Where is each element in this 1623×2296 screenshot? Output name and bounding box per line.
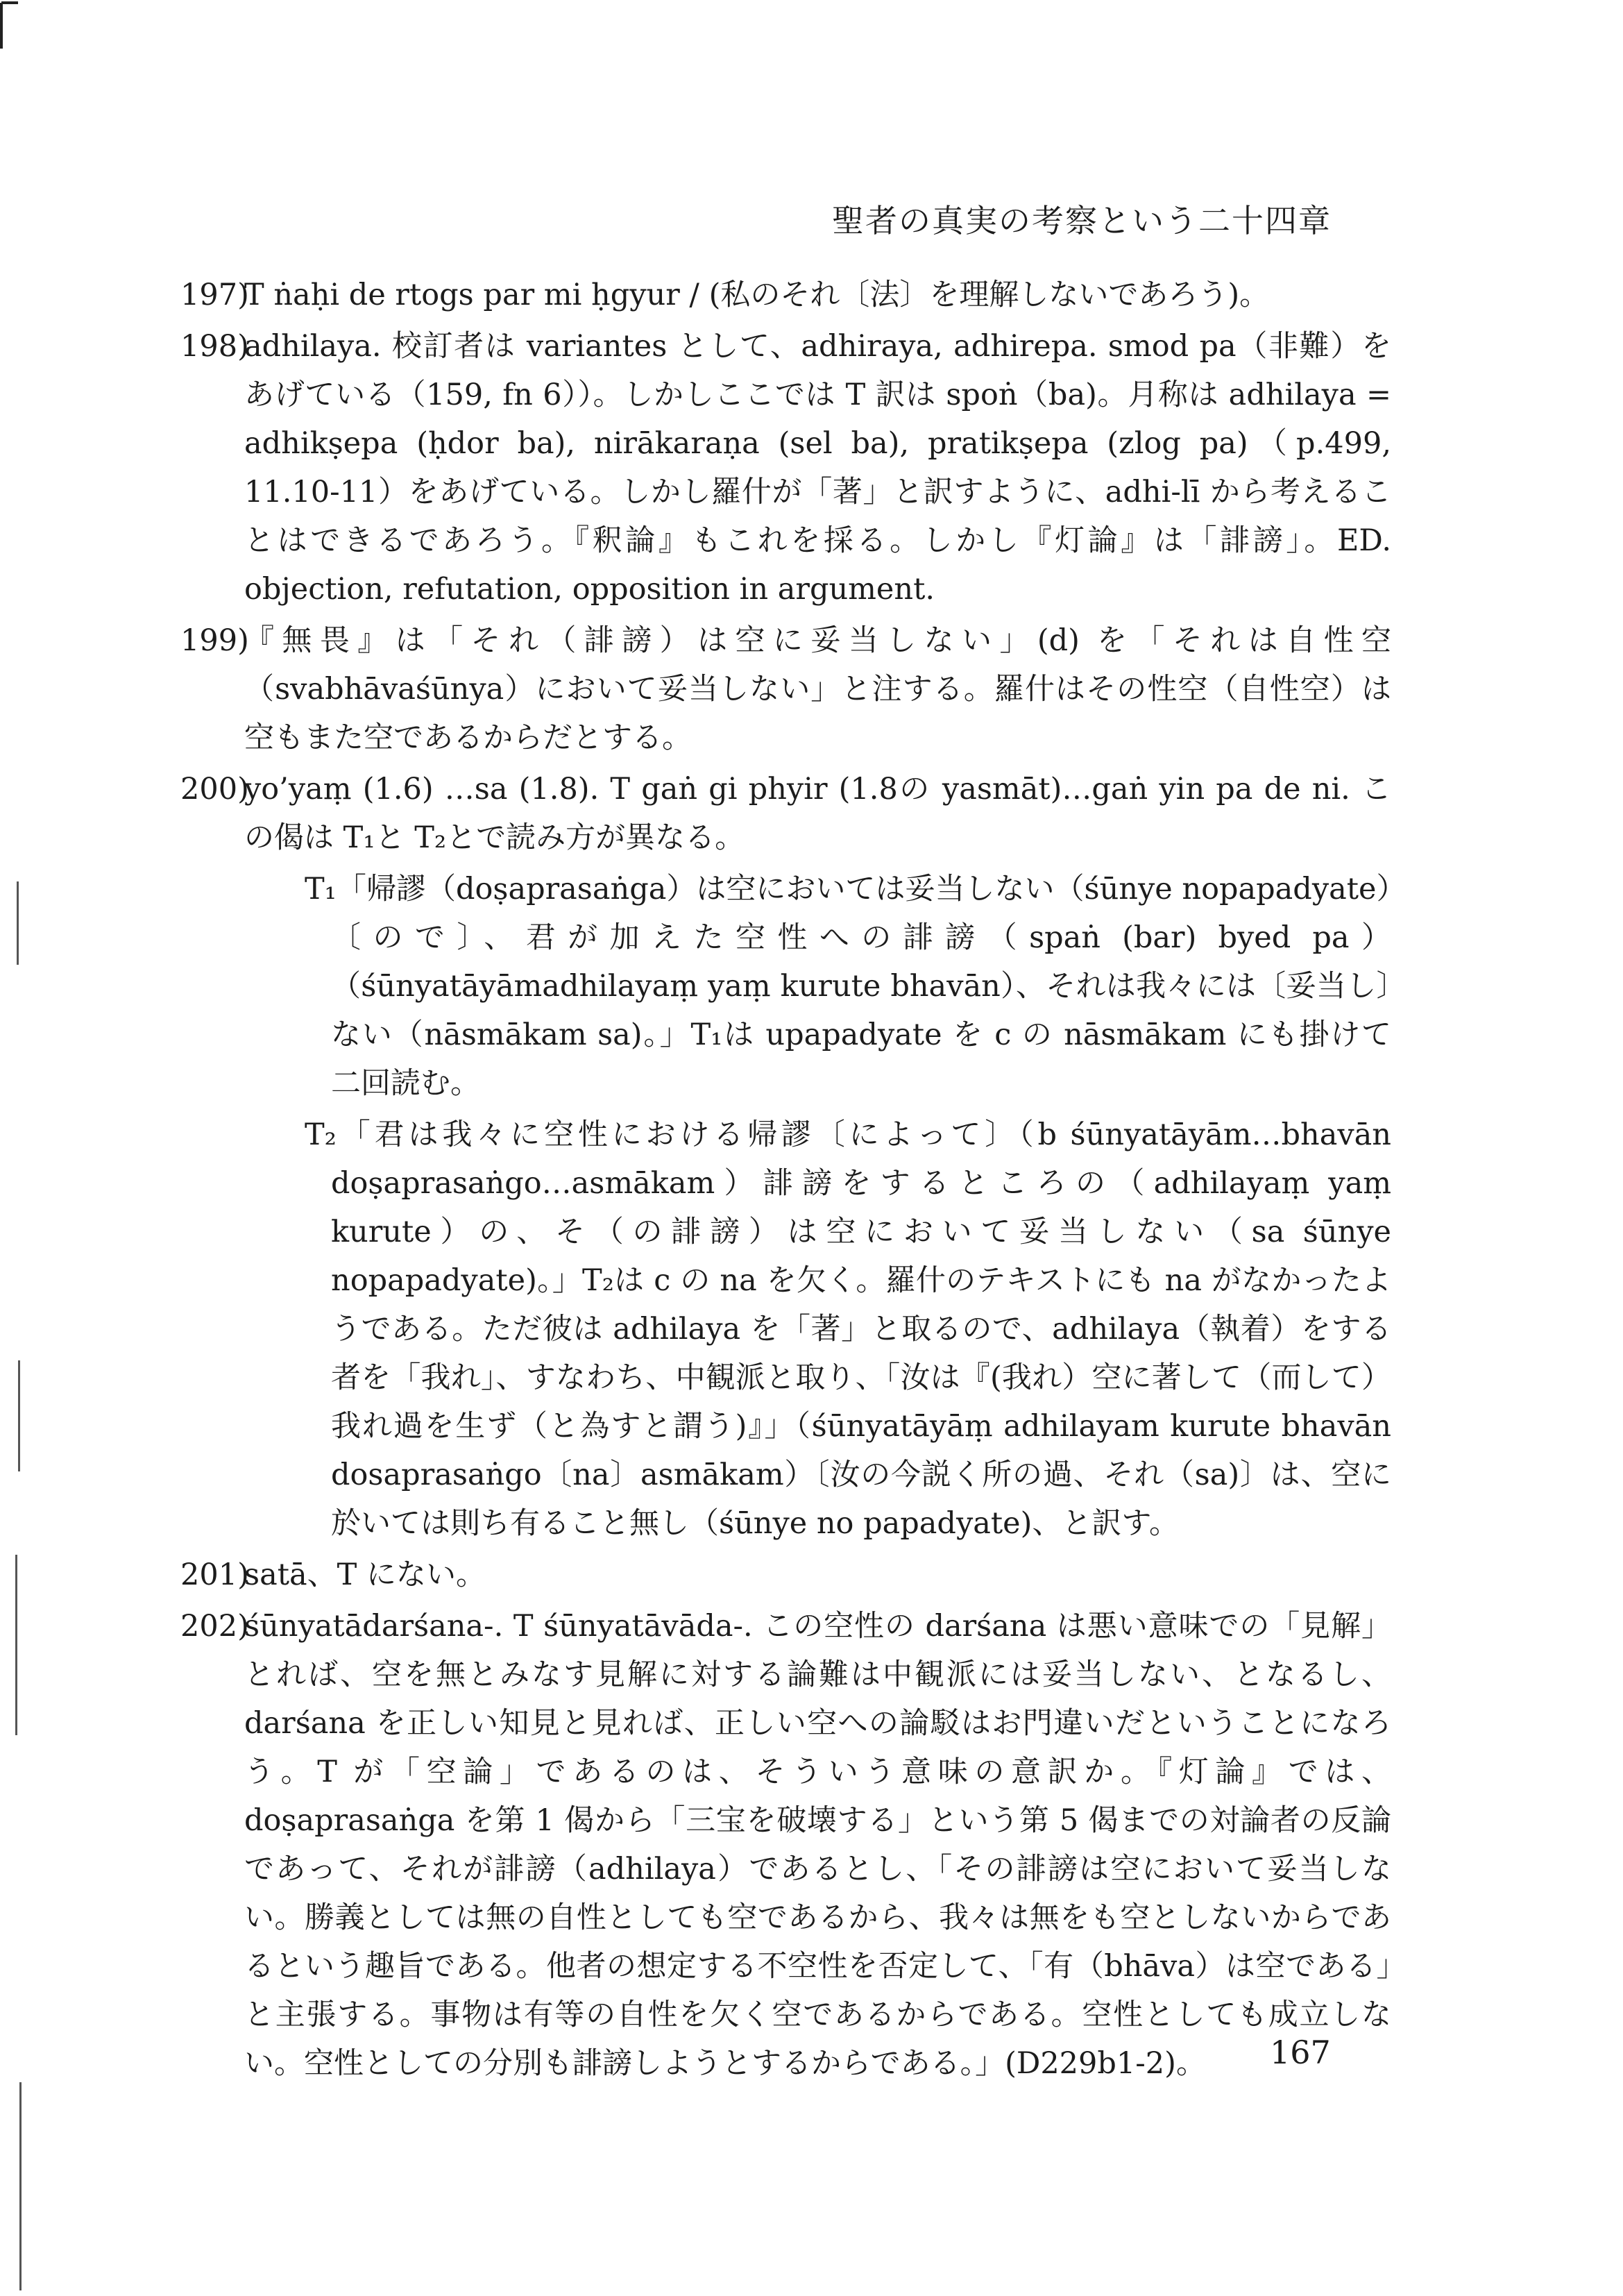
note [180,616,1391,762]
margin-line [17,881,19,965]
note-text: 『無畏』は「それ（誹謗）は空に妥当しない」(d) を「それは自性空（svabhāvaśūnya）において妥当しない」と注する。羅什はその性空（自性空）は空もまた空であるからだとする。 [244,623,1391,755]
note-number: 199) [180,623,249,658]
sub-note-text: 「君は我々に空性における帰謬〔によって〕（b śūnyatāyām…bhavān doṣaprasaṅgo…asmākam）誹謗をするところの（adhilayaṃ yaṃ kurute）の、そ（の誹謗）は空において妥当しない（sa śūnye nopapadyate)。」T₂は c の na を欠く。羅什のテキストにも na がなかったようである。ただ彼は adhilaya を「著」と取るので、adhilaya（執着）をする者を「我れ」、すなわち、中観派と取り、「汝は『(我れ）空に著して（而して）我れ過を生ず（と為すと謂う)』」（śūnyatāyāṃ adhilayam kurute bhavān dosaprasaṅgo〔na〕asmākam）〔汝の今説く所の過、それ（sa)〕は、空に於いては則ち有ること無し（śūnye no papadyate)、と訳す。 [331,1117,1391,1541]
running-head: 聖者の真実の考察という二十四章 [832,202,1332,239]
sub-note [244,865,1391,1108]
margin-line [19,2082,22,2290]
note-text: yo’yaṃ (1.6) …sa (1.8). T gaṅ gi phyir (1.8の yasmāt)…gaṅ yin pa de ni. この偈は T₁と T₂とで読み方が異なる。 [244,772,1391,855]
sub-note-text: 「帰謬（doṣaprasaṅga）は空においては妥当しない（śūnye nopapadyate）〔ので〕、君が加えた空性への誹謗（spaṅ (bar) byed pa）（śūnyatāyāmadhilayaṃ yaṃ kurute bhavān）、それは我々には〔妥当し〕ない（nāsmākam sa)。」T₁は upapadyate を c の nāsmākam にも掛けて二回読む。 [331,872,1391,1101]
note-number: 198) [180,329,249,364]
note-number: 201) [180,1558,249,1592]
note [180,765,1391,862]
notes-section [180,271,1391,2091]
note [180,1551,1391,1599]
note-number: 200) [180,772,249,807]
sub-note [244,1111,1391,1548]
note-text: T ṅaḥi de rtogs par mi ḥgyur / (私のそれ〔法〕を理解しないであろう)。 [244,278,1270,312]
note-number: 202) [180,1609,249,1644]
note-text: adhilaya. 校訂者は variantes として、adhiraya, adhirepa. smod pa（非難）をあげている（159, fn 6））。しかしここでは T 訳は spoṅ（ba)。月称は adhilaya = adhikṣepa (ḥdor ba), nirākaraṇa (sel ba), pratikṣepa (zlog pa)（p.499, 11.10-11）をあげている。しかし羅什が「著」と訳すように、adhi-lī から考えることはできるであろう。『釈論』もこれを採る。しかし『灯論』は「誹謗」。ED. objection, refutation, opposition in argument. [244,329,1391,607]
page-number: 167 [1270,2034,1331,2071]
note [180,271,1391,319]
sub-note-label: T₁ [305,872,337,906]
note [180,1602,1391,2088]
margin-line [15,1555,17,1735]
crop-mark [0,0,28,56]
note-number: 197) [180,278,249,312]
margin-line [18,1360,20,1471]
note [180,322,1391,614]
note-text: śūnyatādarśana-. T śūnyatāvāda-. この空性の darśana は悪い意味での「見解」とれば、空を無とみなす見解に対する論難は中観派には妥当しない、となるし、darśana を正しい知見と見れば、正しい空への論駁はお門違いだということになろう。T が「空論」であるのは、そういう意味の意訳か。『灯論』では、doṣaprasaṅga を第 1 偈から「三宝を破壊する」という第 5 偈までの対論者の反論であって、それが誹謗（adhilaya）であるとし、「その誹謗は空において妥当しない。勝義としては無の自性としても空であるから、我々は無をも空としないからであるという趣旨である。他者の想定する不空性を否定して、「有（bhāva）は空である」と主張する。事物は有等の自性を欠く空であるからである。空性としても成立しない。空性としての分別も誹謗しようとするからである。」(D229b1-2)。 [244,1609,1391,2081]
sub-note-label: T₂ [305,1117,337,1152]
note-text: satā、T にない。 [244,1558,486,1592]
